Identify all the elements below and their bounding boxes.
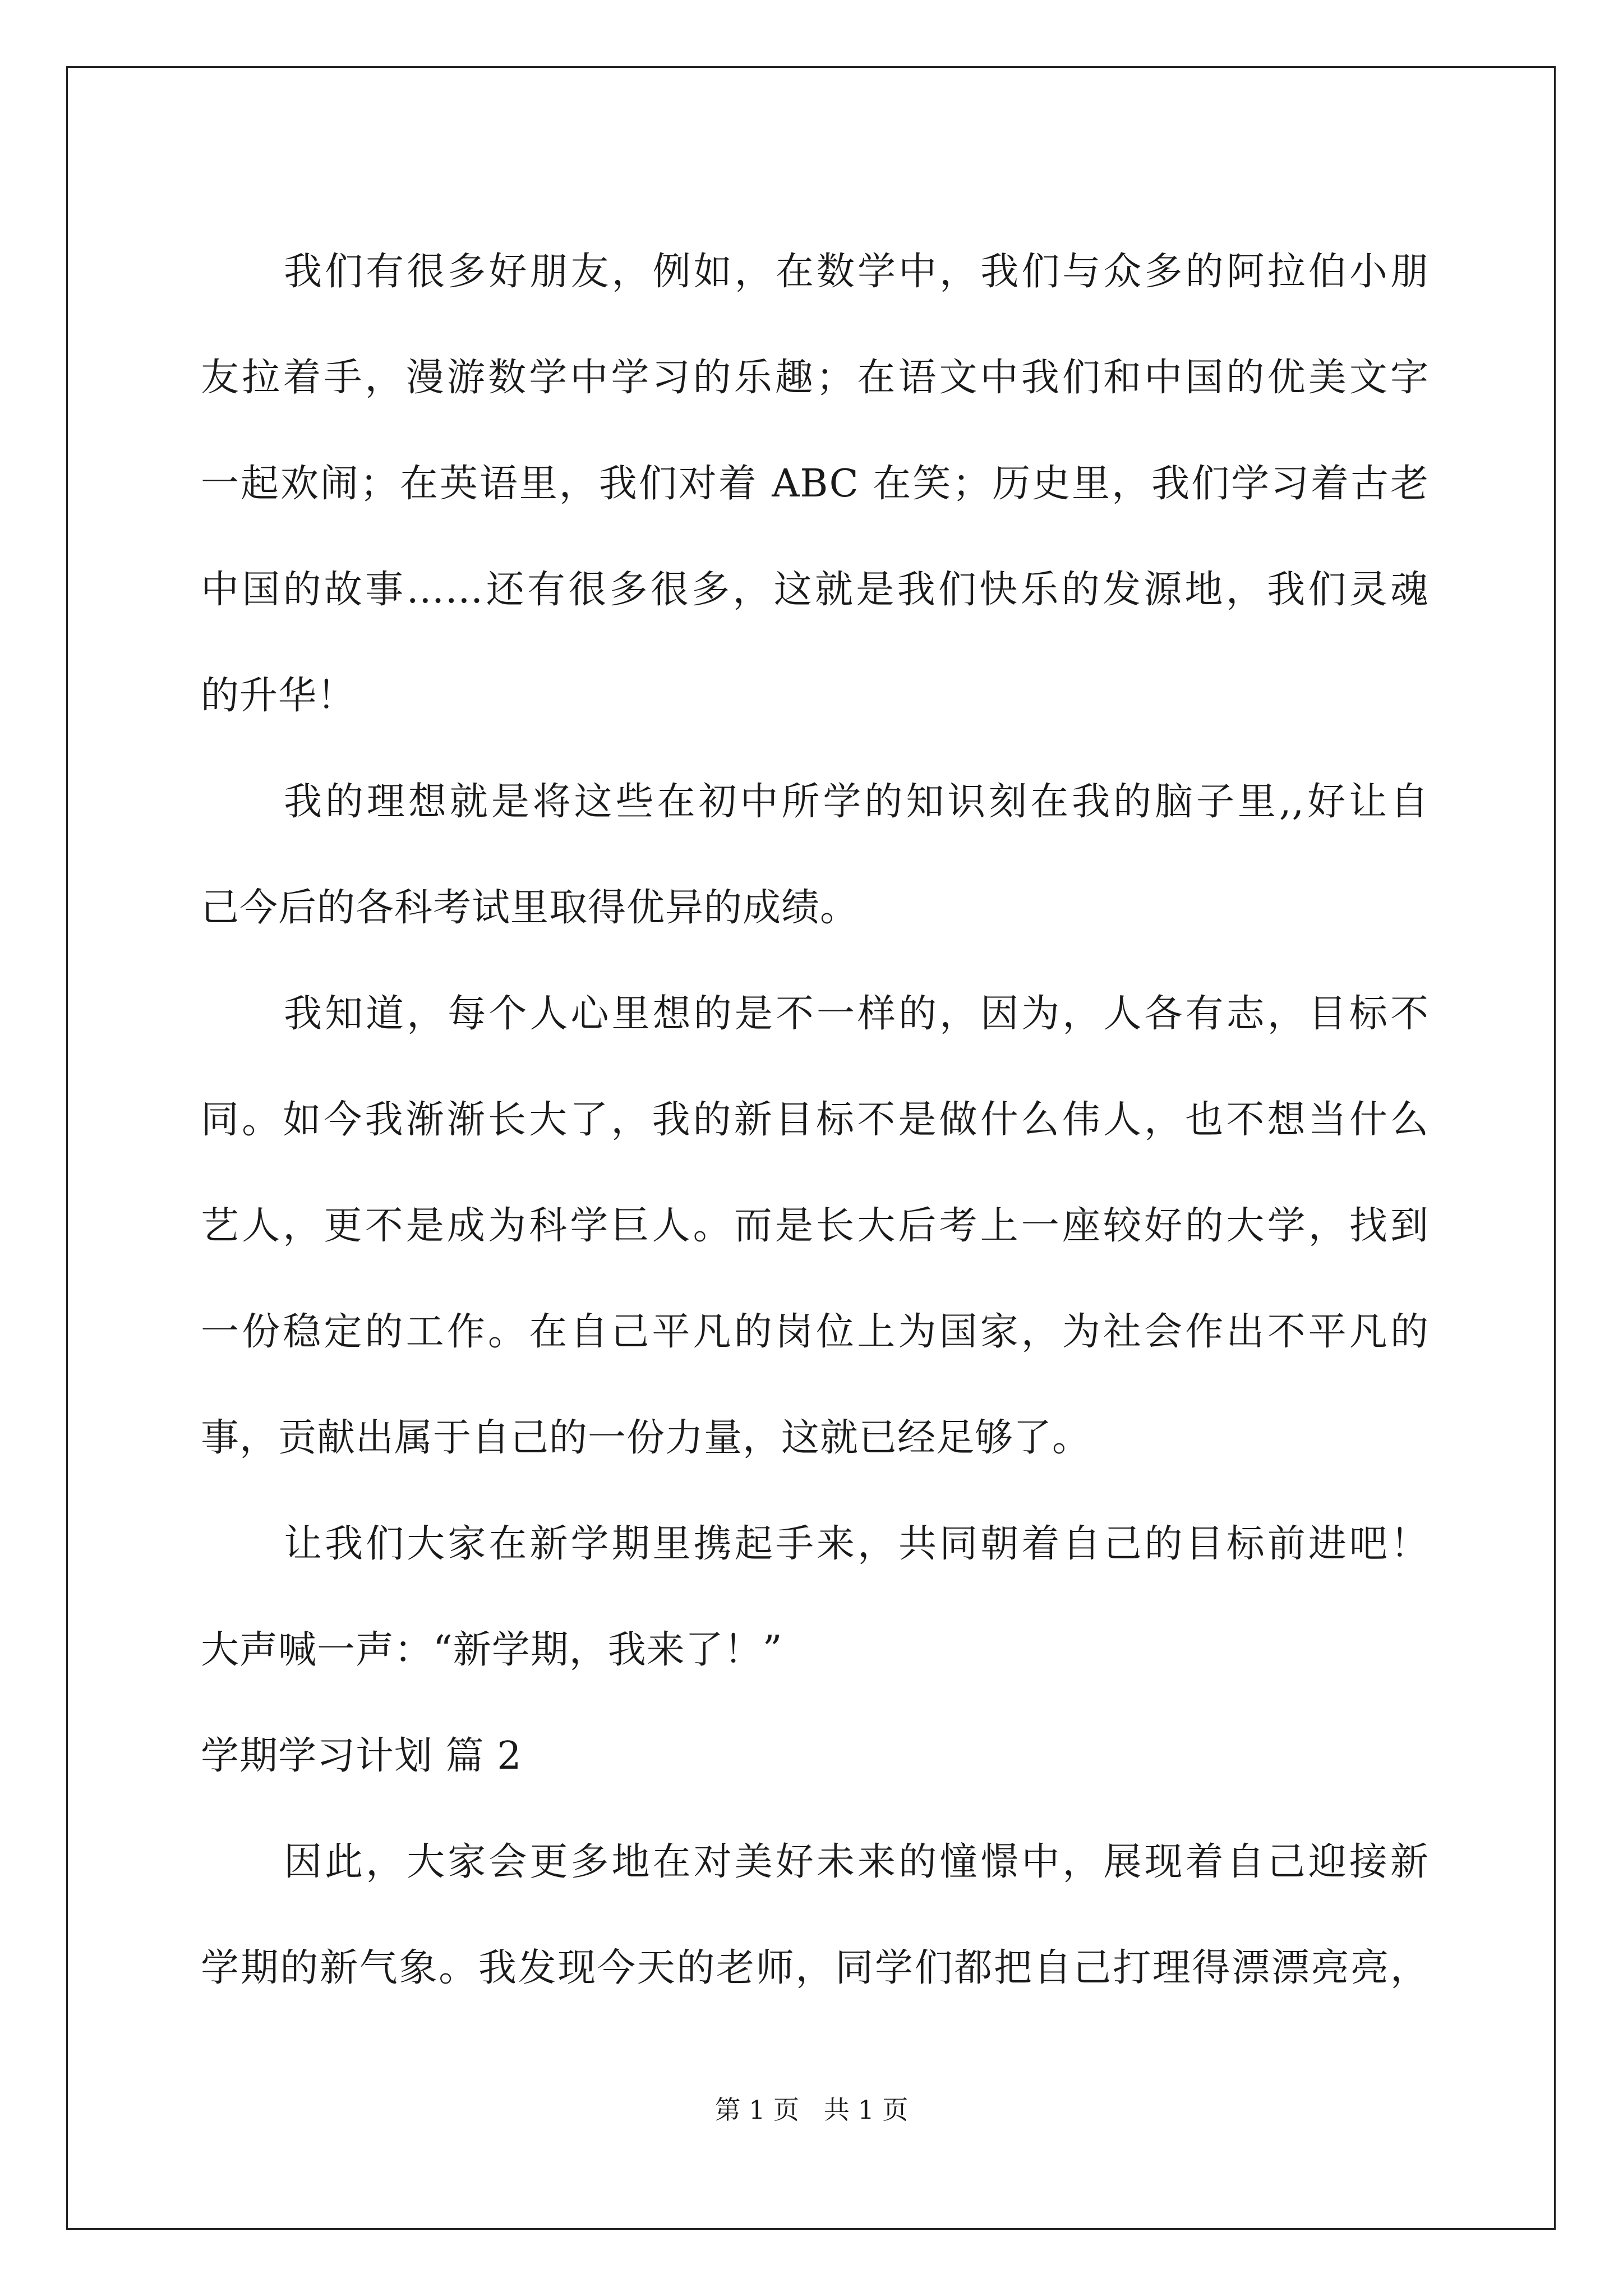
text-line: 我的理想就是将这些在初中所学的知识刻在我的脑子里,,好让自 <box>284 780 1429 824</box>
document-body <box>201 219 1429 2021</box>
text-line: 同。如今我渐渐长大了，我的新目标不是做什么伟人，也不想当什么 <box>201 1098 1429 1142</box>
text-line: 让我们大家在新学期里携起手来，共同朝着自己的目标前进吧！ <box>284 1522 1429 1566</box>
paragraph <box>201 1491 1429 1703</box>
text-line: 我知道，每个人心里想的是不一样的，因为，人各有志，目标不 <box>284 992 1429 1036</box>
paragraph <box>201 1809 1429 2021</box>
text-line: 因此，大家会更多地在对美好未来的憧憬中，展现着自己迎接新 <box>284 1840 1429 1884</box>
text-line: 事，贡献出属于自己的一份力量，这就已经足够了。 <box>201 1416 1091 1460</box>
section-heading <box>201 1703 1429 1809</box>
text-line: 艺人，更不是成为科学巨人。而是长大后考上一座较好的大学，找到 <box>201 1204 1429 1248</box>
text-line: 大声喊一声：“新学期，我来了！” <box>201 1628 783 1672</box>
text-line: 己今后的各科考试里取得优异的成绩。 <box>201 886 859 930</box>
text-line: 友拉着手，漫游数学中学习的乐趣；在语文中我们和中国的优美文字 <box>201 356 1429 400</box>
heading-text: 学期学习计划 篇 2 <box>201 1734 522 1778</box>
text-line: 一起欢闹；在英语里，我们对着 ABC 在笑；历史里，我们学习着古老 <box>201 462 1429 506</box>
text-line: 的升华！ <box>201 674 356 718</box>
text-line: 中国的故事……还有很多很多，这就是我们快乐的发源地，我们灵魂 <box>201 568 1429 612</box>
paragraph <box>201 219 1429 749</box>
paragraph <box>201 749 1429 961</box>
text-line: 一份稳定的工作。在自己平凡的岗位上为国家，为社会作出不平凡的 <box>201 1310 1429 1354</box>
page-number-footer: 第 1 页 共 1 页 <box>714 2095 909 2125</box>
text-line: 学期的新气象。我发现今天的老师，同学们都把自己打理得漂漂亮亮， <box>201 1946 1429 1990</box>
paragraph <box>201 961 1429 1491</box>
text-line: 我们有很多好朋友，例如，在数学中，我们与众多的阿拉伯小朋 <box>284 250 1429 294</box>
